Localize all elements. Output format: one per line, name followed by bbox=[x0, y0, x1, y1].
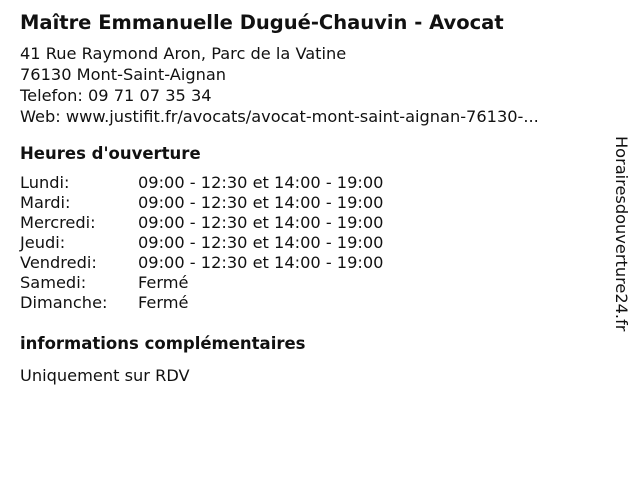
additional-info-text: Uniquement sur RDV bbox=[20, 366, 190, 385]
hours-row-jeudi bbox=[20, 233, 383, 253]
day-hours: 09:00 - 12:30 et 14:00 - 19:00 bbox=[138, 173, 384, 192]
page-title: Maître Emmanuelle Dugué-Chauvin - Avocat bbox=[20, 11, 504, 34]
hours-row-samedi bbox=[20, 273, 383, 293]
day-hours: Fermé bbox=[138, 273, 189, 292]
day-label: Lundi: bbox=[20, 173, 70, 192]
day-label: Mercredi: bbox=[20, 213, 96, 232]
day-label: Mardi: bbox=[20, 193, 71, 212]
day-hours: 09:00 - 12:30 et 14:00 - 19:00 bbox=[138, 253, 384, 272]
hours-row-mardi bbox=[20, 193, 383, 213]
contact-block bbox=[20, 43, 539, 127]
day-label: Vendredi: bbox=[20, 253, 97, 272]
opening-hours-heading: Heures d'ouverture bbox=[20, 144, 201, 163]
day-hours: 09:00 - 12:30 et 14:00 - 19:00 bbox=[138, 193, 384, 212]
day-label: Jeudi: bbox=[20, 233, 66, 252]
address-line-2: 76130 Mont-Saint-Aignan bbox=[20, 65, 227, 84]
site-watermark: Horairesdouverture24.fr bbox=[612, 136, 631, 332]
hours-row-lundi bbox=[20, 173, 383, 193]
opening-hours-list bbox=[20, 173, 383, 313]
hours-row-vendredi bbox=[20, 253, 383, 273]
day-label: Dimanche: bbox=[20, 293, 108, 312]
address-line-1: 41 Rue Raymond Aron, Parc de la Vatine bbox=[20, 44, 347, 63]
hours-row-mercredi bbox=[20, 213, 383, 233]
hours-row-dimanche bbox=[20, 293, 383, 313]
phone-number: Telefon: 09 71 07 35 34 bbox=[20, 86, 212, 105]
day-hours: 09:00 - 12:30 et 14:00 - 19:00 bbox=[138, 213, 384, 232]
day-hours: 09:00 - 12:30 et 14:00 - 19:00 bbox=[138, 233, 384, 252]
day-label: Samedi: bbox=[20, 273, 87, 292]
additional-info-heading: informations complémentaires bbox=[20, 334, 306, 353]
website-link[interactable]: Web: www.justifit.fr/avocats/avocat-mont-saint-aignan-76130-... bbox=[20, 107, 539, 126]
day-hours: Fermé bbox=[138, 293, 189, 312]
